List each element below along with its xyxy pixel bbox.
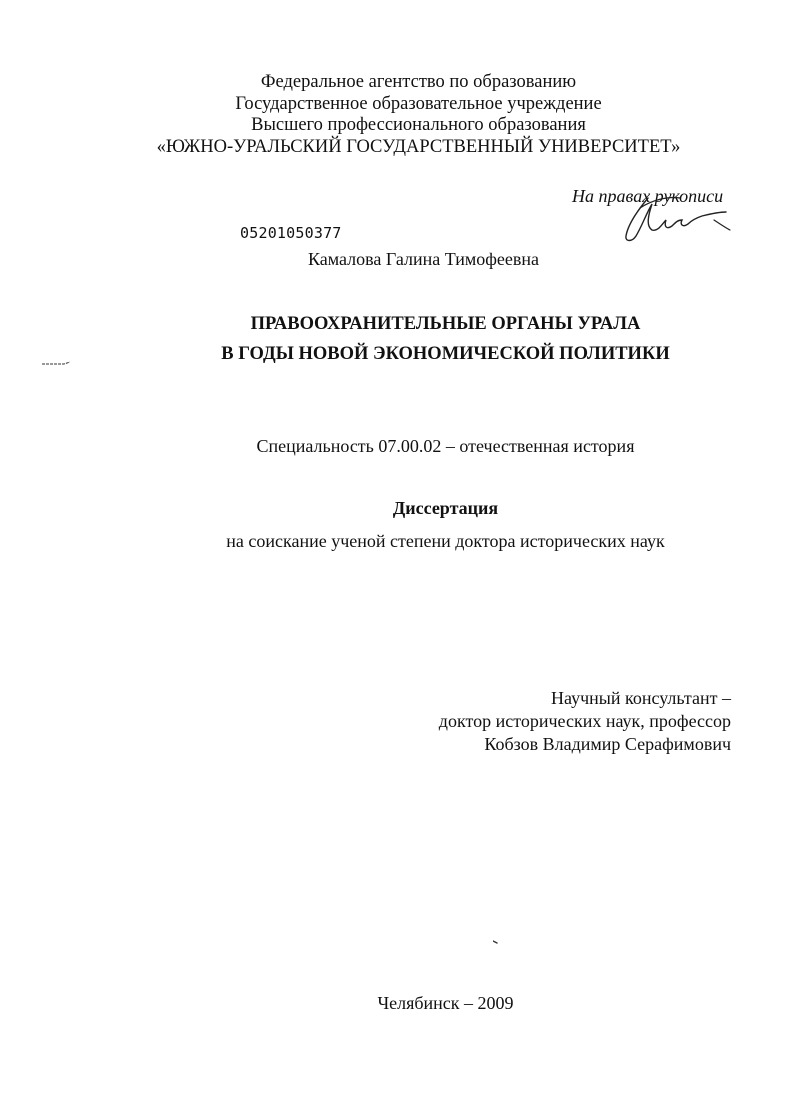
institution-header: [0, 72, 797, 158]
title-line-2: В ГОДЫ НОВОЙ ЭКОНОМИЧЕСКОЙ ПОЛИТИКИ: [221, 344, 670, 364]
specialty-line: Специальность 07.00.02 – отечественная история: [256, 436, 635, 456]
institution-line: Государственное образовательное учреждение: [235, 93, 602, 114]
signature-icon: [618, 190, 736, 246]
university-line: «ЮЖНО-УРАЛЬСКИЙ ГОСУДАРСТВЕННЫЙ УНИВЕРСИТЕТ»: [156, 136, 681, 157]
speck-mark-icon: [493, 940, 498, 945]
degree-line: на соискание ученой степени доктора исторических наук: [226, 531, 665, 551]
education-level-line: Высшего профессионального образования: [251, 115, 586, 135]
agency-line: Федеральное агентство по образованию: [260, 72, 577, 92]
consultant-role: Научный консультант –: [551, 688, 731, 708]
author-name: Камалова Галина Тимофеевна: [307, 249, 540, 269]
consultant-name: Кобзов Владимир Серафимович: [484, 734, 731, 754]
document-code: 05201050377: [240, 224, 342, 242]
dissertation-title: [0, 309, 797, 369]
scientific-consultant: [439, 687, 731, 756]
title-line-1: ПРАВООХРАНИТЕЛЬНЫЕ ОРГАНЫ УРАЛА: [250, 314, 641, 334]
city-year: Челябинск – 2009: [377, 993, 514, 1013]
document-type: Диссертация: [392, 498, 499, 518]
manuscript-note: На правах рукописи: [572, 186, 724, 206]
consultant-credentials: доктор исторических наук, профессор: [438, 711, 731, 731]
margin-mark-icon: [42, 360, 72, 368]
